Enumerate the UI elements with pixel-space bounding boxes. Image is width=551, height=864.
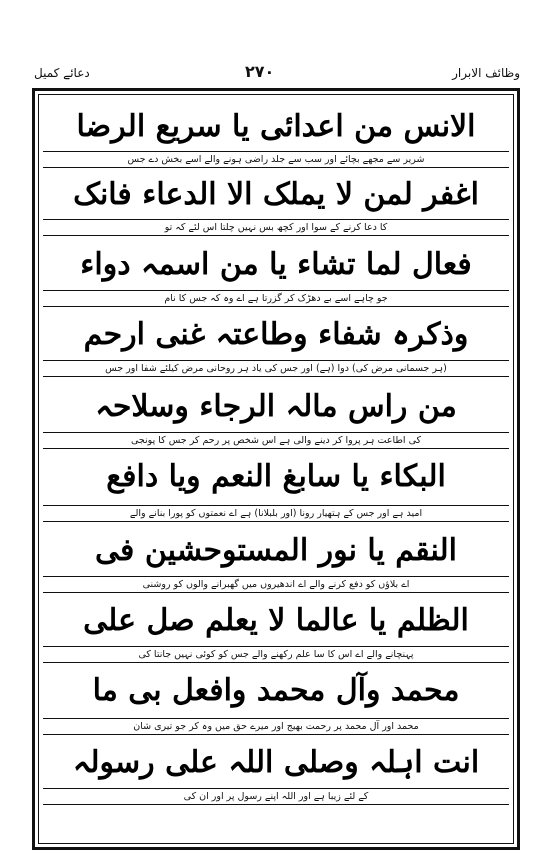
verse-line-5: من راس مالہ الرجاء وسلاحہ [95,388,457,424]
page-number: ۲۷۰ [245,62,275,81]
verse-line-2: اغفر لمن لا یملک الا الدعاء فانک [73,176,479,212]
translation-line-3: جو چاہے اسے بے دھڑک کر گزرتا ہے اے وہ کہ جس کا نام [43,290,509,307]
translation-line-6: امید ہے اور جس کے ہتھیار رونا (اور بلبلانا) ہے اے نعمتوں کو پورا بنانے والے [43,505,509,522]
verse-line-9: محمد وآل محمد وافعل بی ما [92,672,460,708]
verse-line-6: البکاء یا سابغ النعم ویا دافع [106,458,446,494]
translation-line-5: کی اطاعت ہر پروا کر دینے والی ہے اس شخص پر رحم کر جس کا پونجی [43,432,509,449]
verse-line-8: الظلم یا عالما لا یعلم صل علی [83,602,469,638]
translation-line-9: محمد اور آل محمد پر رحمت بھیج اور میرے حق میں وہ کر جو تیری شان [43,718,509,735]
header-left-title: دعائے کمیل [34,66,90,80]
page-border [32,88,520,850]
translation-line-8: پہنچانے والے اے اس کا سا علم رکھنے والے جس کو کوئی نہیں جانتا کی [43,646,509,663]
translation-line-4: (ہر جسمانی مرض کی) دوا (ہے) اور جس کی یاد ہر روحانی مرض کیلئے شفا اور جس [43,360,509,377]
verse-line-3: فعال لما تشاء یا من اسمہ دواء [80,246,472,282]
verse-line-1: الانس من اعدائی یا سریع الرضا [76,108,476,144]
translation-line-1: شریر سے مجھے بچائے اور سب سے جلد راضی ہونے والے اسے بخش دے جس [43,151,509,168]
verse-line-4: وذکرہ شفاء وطاعتہ غنی ارحم [83,316,469,352]
verse-line-10: انت اہلہ وصلی اللہ علی رسولہ [72,744,480,780]
translation-line-10: کے لئے زیبا ہے اور اللہ اپنے رسول پر اور ان کی [43,788,509,805]
page-header [30,62,524,84]
translation-line-7: اے بلاؤں کو دفع کرنے والے اے اندھیروں میں گھبرانے والوں کو روشنی [43,576,509,593]
header-right-title: وظائف الابرار [452,66,520,80]
verse-line-7: النقم یا نور المستوحشین فی [95,532,457,568]
translation-line-2: کا دعا کرنے کے سوا اور کچھ بس نہیں چلتا اس لئے کہ تو [43,219,509,236]
